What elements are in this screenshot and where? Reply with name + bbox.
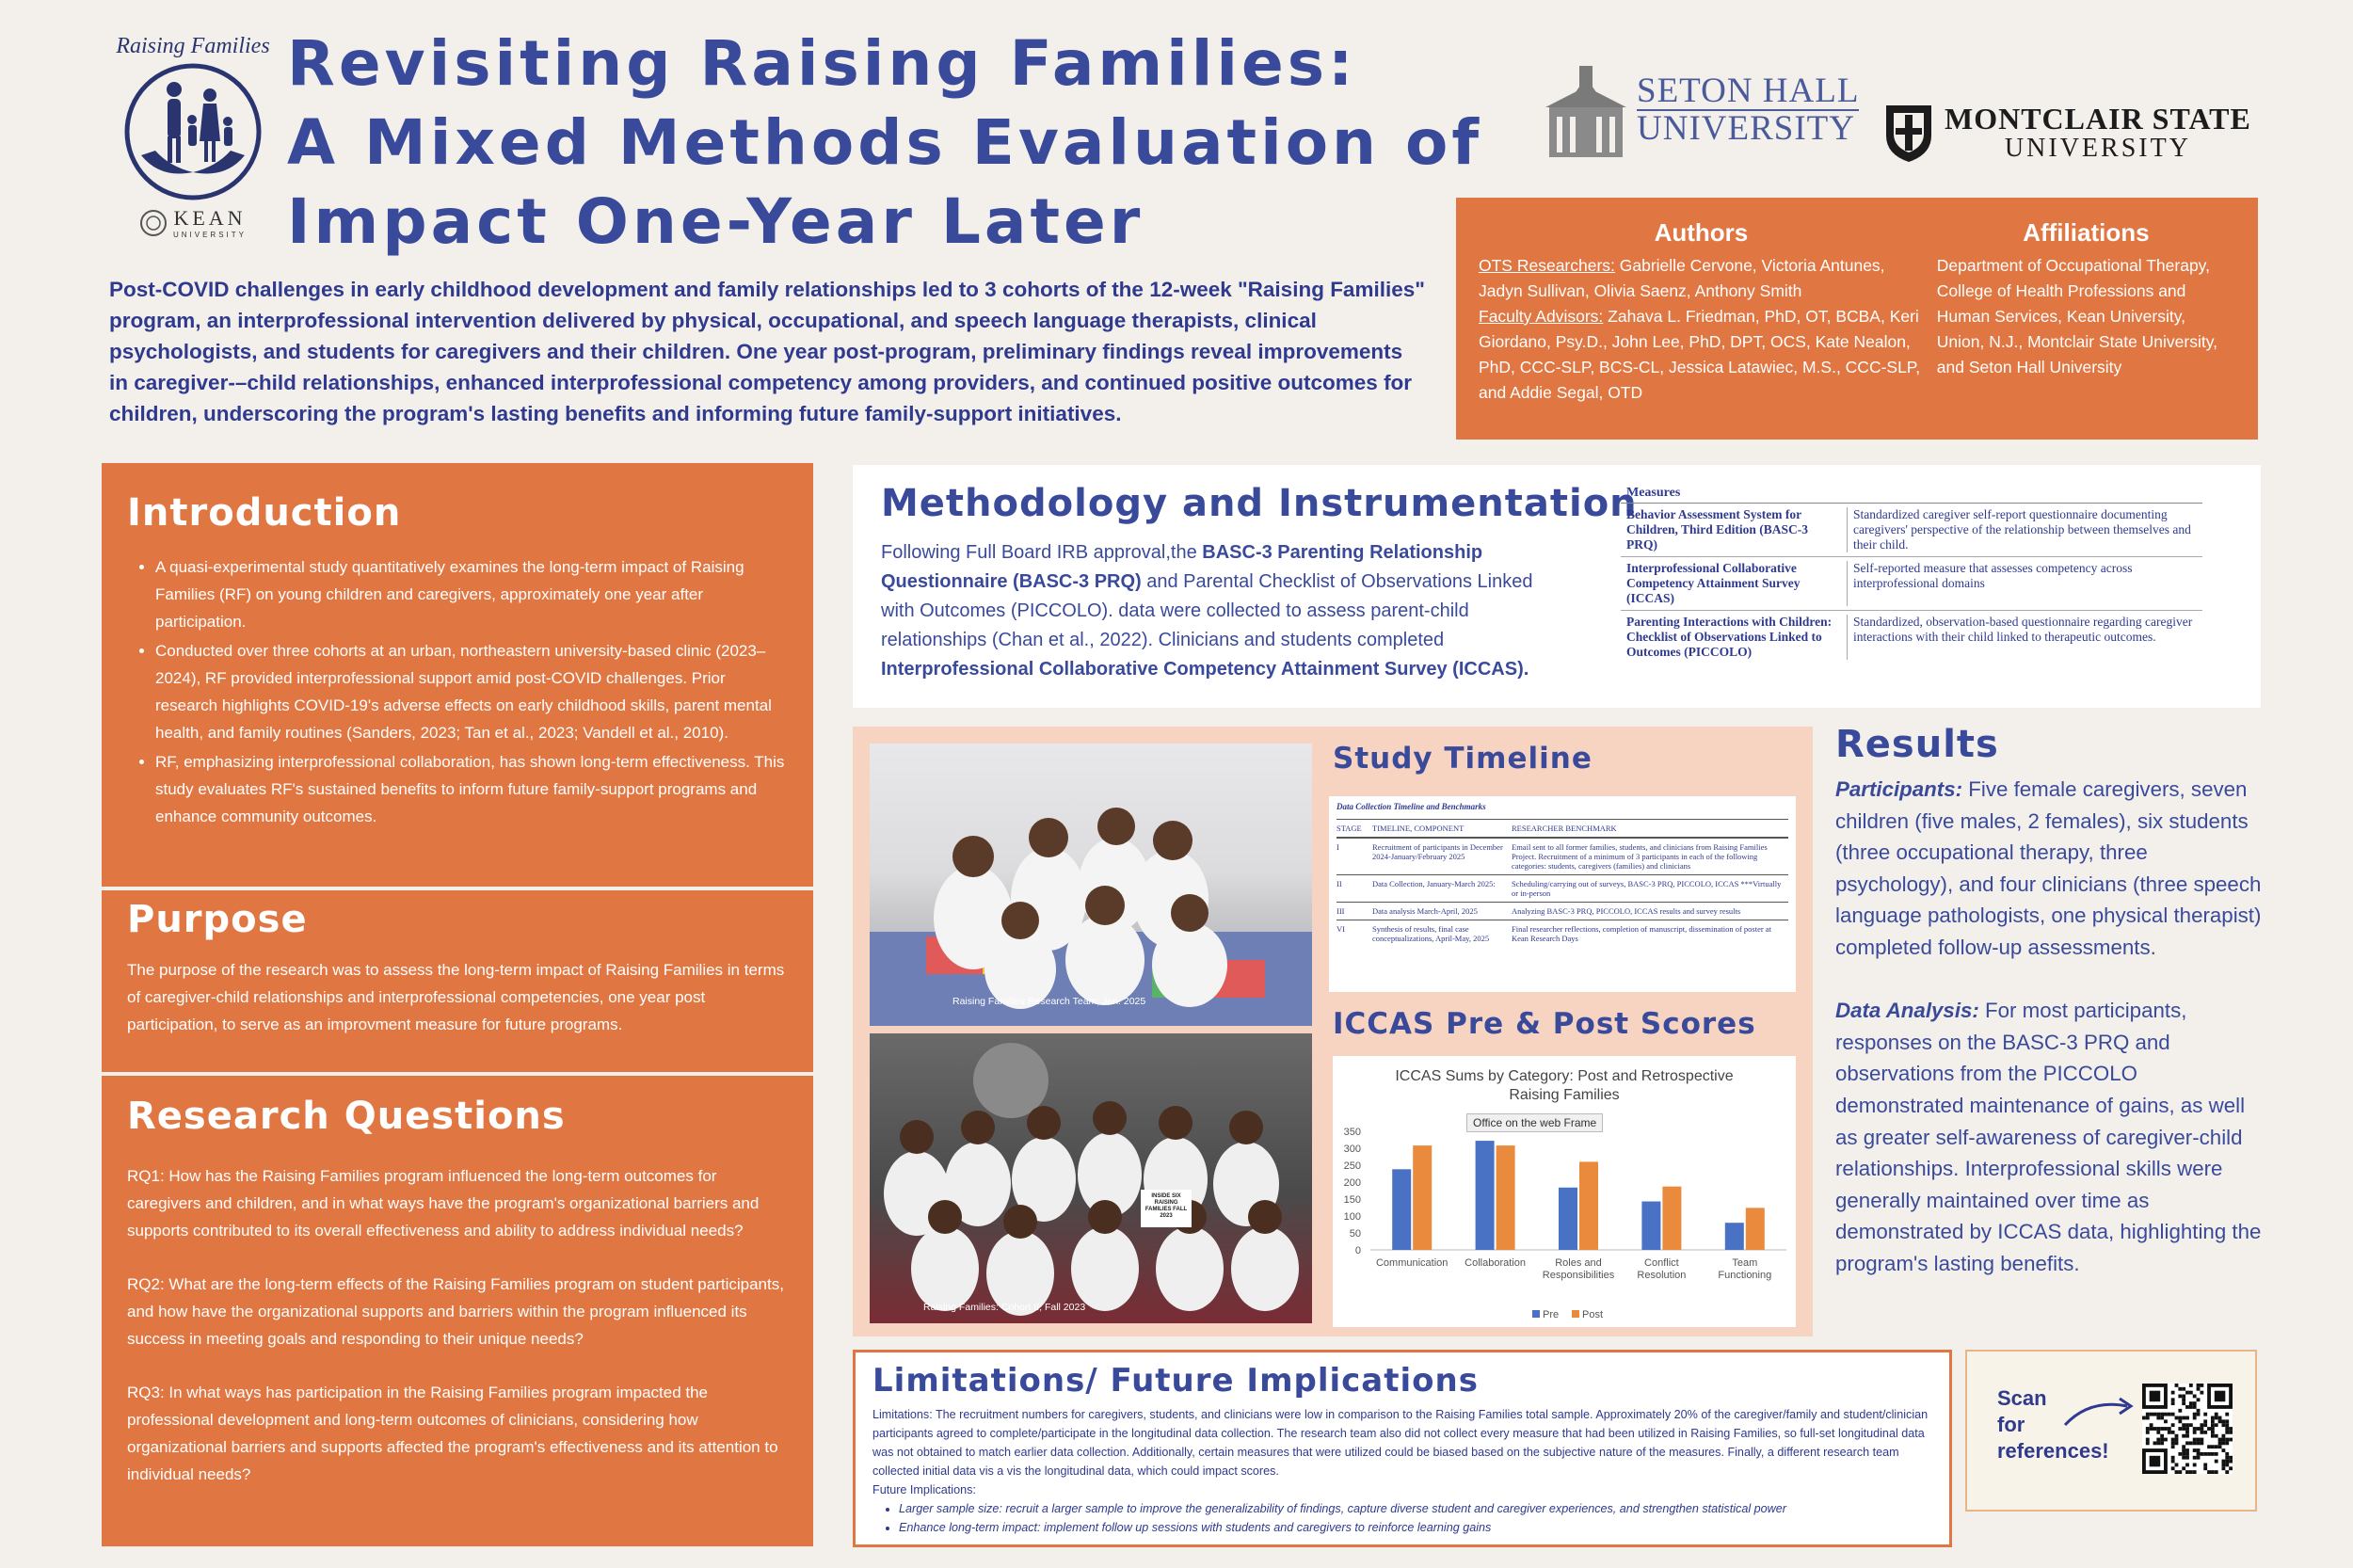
y-tick-label: 250 bbox=[1343, 1160, 1361, 1172]
research-questions-section bbox=[102, 1076, 813, 1546]
abstract-text: Post-COVID challenges in early childhood development and family relationships led to 3 cohorts of the 12-week "Raising Families" program, an interprofessional intervention delivered by physical, occupational, and speech language therapists, clinical psychologists, and students for caregivers and their children. One year post-program, preliminary findings reveal improvements in caregiver-–child relationships, enhanced interprofessional competency among providers, and continued positive outcomes for children, underscoring the program's lasting benefits and informing future family-support initiatives. bbox=[109, 278, 1425, 425]
x-tick-label: Collaboration bbox=[1465, 1257, 1527, 1269]
bar-pre bbox=[1392, 1169, 1411, 1250]
research-questions-heading: Research Questions bbox=[127, 1095, 566, 1138]
limitations-heading: Limitations/ Future Implications bbox=[872, 1362, 1479, 1400]
family-hands-icon bbox=[113, 61, 273, 202]
timeline-heading: Study Timeline bbox=[1333, 742, 1593, 776]
legend-label: Pre bbox=[1543, 1309, 1560, 1320]
methodology-section bbox=[853, 465, 2261, 708]
future-bullet: • Larger sample size: recruit a larger sample to improve the generalizability of findings, capture diverse student and caregiver experiences, and strengthen statistical power bbox=[899, 1499, 1932, 1518]
faculty-names: Zahava L. Friedman, PhD, OT, BCBA, Keri Giordano, Psy.D., John Lee, PhD, DPT, OCS, Kate Nealon, PhD, CCC-SLP, BCS-CL, Jessica Latawiec, M.S., CCC-SLP, and Addie Segal, OTD bbox=[1479, 307, 1921, 402]
title-line-3: Impact One-Year Later bbox=[287, 185, 1144, 258]
team-photo-1 bbox=[870, 744, 1312, 1026]
montclair-shield-icon bbox=[1882, 102, 1935, 164]
iccas-bar-chart bbox=[1333, 1056, 1796, 1327]
future-label: Future Implications: bbox=[872, 1483, 976, 1496]
y-tick-label: 150 bbox=[1343, 1194, 1361, 1206]
scan-line-2: for bbox=[1997, 1413, 2025, 1436]
scan-box bbox=[1965, 1350, 2257, 1512]
iccas-heading: ICCAS Pre & Post Scores bbox=[1333, 1007, 1756, 1041]
introduction-bullets bbox=[127, 553, 787, 830]
web-frame-tooltip: Office on the web Frame bbox=[1466, 1113, 1603, 1132]
timeline-row: I Recruitment of participants in December 2024-January/February 2025 Email sent to all former families, students, and clinicians from Raising Families Project. Recruitment of a minimum of 3 participants in each of the following categories: students, caregivers (families) and clinicians bbox=[1337, 838, 1788, 874]
rq-item: RQ1: How has the Raising Families program influenced the long-term outcomes for caregivers and children, and in what ways have the program's organizational barriers and supports contributed to its overall effectiveness and ability to address individual needs? bbox=[127, 1167, 760, 1240]
scan-line-3: references! bbox=[1997, 1439, 2109, 1463]
y-tick-label: 50 bbox=[1349, 1228, 1361, 1240]
affiliations-text: Department of Occupational Therapy, College of Health Professions and Human Services, Kean University, Union, N.J., Montclair State University, and Seton Hall University bbox=[1936, 256, 2218, 376]
seton-hall-name: SETON HALL bbox=[1637, 72, 1860, 110]
authors-box bbox=[1456, 198, 2258, 440]
timeline-row: III Data analysis March-April, 2025 Analyzing BASC-3 PRQ, PICCOLO, ICCAS results and survey results bbox=[1337, 902, 1788, 920]
timeline-row: II Data Collection, January-March 2025: Scheduling/carrying out of surveys, BASC-3 PRQ, PICCOLO, ICCAS ***Virtually or in-person bbox=[1337, 874, 1788, 902]
introduction-bullet: • A quasi-experimental study quantitatively examines the long-term impact of Raising Families (RF) on young children and caregivers, approximately one year after participation. bbox=[155, 553, 787, 635]
bar-post bbox=[1662, 1187, 1681, 1250]
x-tick-label: Resolution bbox=[1637, 1270, 1687, 1281]
measures-table bbox=[1621, 484, 2202, 664]
authors-heading: Authors bbox=[1654, 218, 1749, 247]
kean-seal-icon bbox=[139, 209, 168, 237]
measure-row: Interprofessional Collaborative Competency Attainment Survey (ICCAS) Self-reported measure that assesses competency across interprofessional domains bbox=[1621, 557, 2202, 611]
timeline-table bbox=[1329, 796, 1796, 992]
faculty-label: Faculty Advisors: bbox=[1479, 307, 1604, 326]
y-tick-label: 300 bbox=[1343, 1144, 1361, 1155]
limitations-text: Limitations: The recruitment numbers for caregivers, students, and clinicians were low in comparison to the Raising Families total sample. Approximately 20% of the caregiver/family and student/clinician participants agreed to complete/participate in the longitudinal data collection. The research team also did not collect every measure that had been utilized in Raising Families, so full-set longitudinal data was not obtained to match earlier data collection. Additionally, certain measures that were utilized could be biased based on the subjective nature of the measures. Finally, a different research team collected initial data vis a vis the longitudinal data, which could impact scores. bbox=[872, 1408, 1929, 1478]
measure-row: Parenting Interactions with Children: Checklist of Observations Linked to Outcomes (PICCOLO) Standardized, observation-based questionnaire regarding caregiver interactions with their child linked to therapeutic outcomes. bbox=[1621, 611, 2202, 664]
montclair-logo bbox=[1882, 102, 2251, 164]
scan-line-1: Scan bbox=[1997, 1386, 2047, 1410]
y-tick-label: 100 bbox=[1343, 1211, 1361, 1223]
analysis-label: Data Analysis: bbox=[1835, 999, 1979, 1023]
legend-label: Post bbox=[1582, 1309, 1604, 1320]
qr-code-icon[interactable] bbox=[2142, 1384, 2233, 1474]
seton-hall-building-icon bbox=[1542, 58, 1631, 162]
bar-post bbox=[1746, 1208, 1765, 1250]
bar-post bbox=[1413, 1145, 1432, 1250]
chart-title: Raising Families bbox=[1509, 1087, 1620, 1103]
bar-pre bbox=[1559, 1188, 1577, 1250]
raising-families-logo bbox=[113, 34, 273, 250]
x-tick-label: Team bbox=[1732, 1257, 1758, 1269]
x-tick-label: Roles and bbox=[1555, 1257, 1602, 1269]
timeline-row: VI Synthesis of results, final case conceptualizations, April-May, 2025 Final researcher reflections, completion of manuscript, dissemination of poster at Kean Research Days bbox=[1337, 920, 1788, 947]
title-line-1: Revisiting Raising Families: bbox=[287, 27, 1357, 100]
x-tick-label: Functioning bbox=[1718, 1270, 1772, 1281]
methodology-heading: Methodology and Instrumentation bbox=[881, 482, 1638, 525]
logo-script-text: Raising Families bbox=[116, 34, 270, 58]
future-bullet: • Enhance long-term impact: implement follow up sessions with students and caregivers to reinforce learning gains bbox=[899, 1518, 1932, 1537]
introduction-bullet: • Conducted over three cohorts at an urban, northeastern university-based clinic (2023–2024), RF provided interprofessional support amid post-COVID challenges. Prior research highlights COVID-19's adverse effects on early childhood skills, parent mental health, and family routines (Sanders, 2023; Tan et al., 2023; Vandell et al., 2010). bbox=[155, 637, 787, 746]
limitations-section bbox=[853, 1350, 1952, 1547]
y-tick-label: 200 bbox=[1343, 1177, 1361, 1189]
photo-sign-text: INSIDE SIX RAISING FAMILIES FALL 2023 bbox=[1144, 1193, 1188, 1219]
purpose-text: The purpose of the research was to assess the long-term impact of Raising Families in terms of caregiver-child relationships and interprofessional competencies, one year post participation, to serve as an improvment measure for future programs. bbox=[127, 961, 785, 1033]
bar-post bbox=[1579, 1161, 1598, 1250]
purpose-heading: Purpose bbox=[127, 898, 308, 941]
bar-post bbox=[1497, 1145, 1515, 1250]
bar-pre bbox=[1641, 1202, 1660, 1250]
y-tick-label: 350 bbox=[1343, 1127, 1361, 1138]
future-bullets bbox=[872, 1499, 1932, 1537]
measure-row: Behavior Assessment System for Children, Third Edition (BASC-3 PRQ) Standardized caregiver self-report questionnaire documenting caregivers' perspective of the relationship between themselves and their child. bbox=[1621, 504, 2202, 557]
photo-people-illustration bbox=[870, 744, 1312, 1026]
y-tick-label: 0 bbox=[1354, 1245, 1361, 1256]
x-tick-label: Communication bbox=[1375, 1257, 1449, 1269]
photo-caption-1: Raising Families Research Team; Jan. 2025 bbox=[952, 996, 1146, 1007]
timeline-header-row: STAGE TIMELINE, COMPONENT RESEARCHER BENCHMARK bbox=[1337, 819, 1788, 838]
rq-item: RQ2: What are the long-term effects of the Raising Families program on student participants, and how have the organizational supports and barriers within the program influenced its success in meeting goals and responding to their unique needs? bbox=[127, 1275, 784, 1348]
introduction-section bbox=[102, 463, 813, 887]
bar-pre bbox=[1725, 1223, 1744, 1250]
chart-title: ICCAS Sums by Category: Post and Retrospective bbox=[1395, 1068, 1734, 1084]
photo-caption-2: Raising Families: Cohort II; Fall 2023 bbox=[923, 1302, 1086, 1313]
montclair-name: MONTCLAIR STATE bbox=[1945, 102, 2251, 136]
analysis-text: For most participants, responses on the BASC-3 PRQ and observations from the PICCOLO demonstrated maintenance of gains, as well as greater self-awareness of caregiver-child relationships. Interprofessional skills were generally maintained over time as demonstrated by ICCAS data, highlighting the program's lasting benefits. bbox=[1835, 999, 2262, 1275]
ots-names: Gabrielle Cervone, Victoria Antunes, Jadyn Sullivan, Olivia Saenz, Anthony Smith bbox=[1479, 256, 1885, 300]
bar-pre bbox=[1476, 1141, 1495, 1250]
purpose-section bbox=[102, 890, 813, 1072]
timeline-table-title: Data Collection Timeline and Benchmarks bbox=[1337, 802, 1486, 811]
legend-swatch bbox=[1532, 1310, 1540, 1318]
photo-group-illustration bbox=[870, 1033, 1312, 1323]
seton-hall-logo bbox=[1542, 58, 1859, 162]
kean-text: KEAN bbox=[173, 206, 247, 230]
participants-label: Participants: bbox=[1835, 777, 1963, 801]
poster-title bbox=[287, 24, 1482, 262]
introduction-heading: Introduction bbox=[127, 491, 402, 535]
montclair-university: UNIVERSITY bbox=[2004, 134, 2191, 163]
participants-text: Five female caregivers, seven children (five males, 2 females), six students (three occupational therapy, three psychology), and four clinicians (three speech language pathologists, one physical therapist) completed follow-up assessments. bbox=[1835, 777, 2262, 959]
iccas-chart-frame bbox=[1333, 1056, 1796, 1327]
ots-label: OTS Researchers: bbox=[1479, 256, 1615, 275]
affiliations-heading: Affiliations bbox=[2023, 218, 2150, 247]
results-heading: Results bbox=[1835, 723, 1999, 766]
seton-hall-university: UNIVERSITY bbox=[1637, 109, 1859, 147]
rq-item: RQ3: In what ways has participation in the Raising Families program impacted the professional development and long-term outcomes of clinicians, considering how organizational barriers and supports affected the program's effectiveness and its attention to individual needs? bbox=[127, 1384, 778, 1483]
arrow-right-icon bbox=[2061, 1393, 2137, 1431]
team-photo-2 bbox=[870, 1033, 1312, 1323]
legend-swatch bbox=[1572, 1310, 1579, 1318]
methodology-text: Following Full Board IRB approval,the BASC-3 Parenting Relationship Questionnaire (BASC-3 PRQ) and Parental Checklist of Observations Linked with Outcomes (PICCOLO). data were collected to assess parent-child relationships (Chan et al., 2022). Clinicians and students completed Interprofessional Collaborative Competency Attainment Survey (ICCAS). bbox=[881, 542, 1533, 680]
measures-header: Measures bbox=[1621, 484, 2202, 504]
x-tick-label: Responsibilities bbox=[1542, 1270, 1615, 1281]
x-tick-label: Conflict bbox=[1644, 1257, 1679, 1269]
kean-sub-text: UNIVERSITY bbox=[172, 231, 247, 239]
title-line-2: A Mixed Methods Evaluation of bbox=[287, 106, 1483, 179]
introduction-bullet: • RF, emphasizing interprofessional collaboration, has shown long-term effectiveness. This study evaluates RF's sustained benefits to inform future family-support programs and enhance community outcomes. bbox=[155, 748, 787, 830]
results-section bbox=[1835, 723, 2268, 1280]
